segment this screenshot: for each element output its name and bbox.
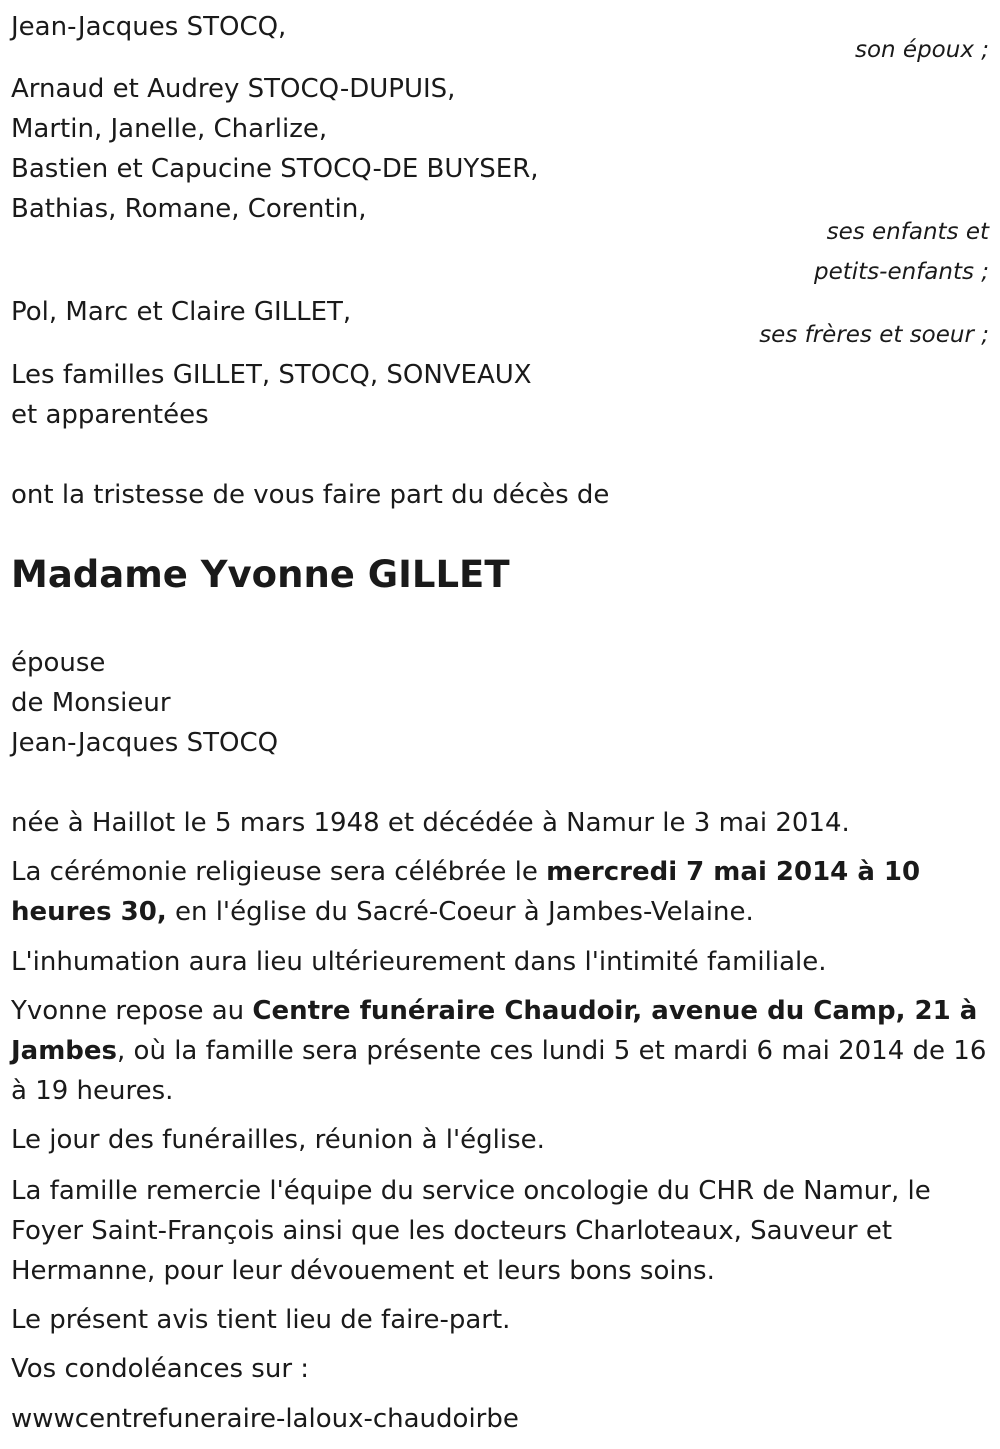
rest-line-1: Yvonne repose au Centre funéraire Chaudoir, avenue du Camp, 21 à [11,996,978,1026]
birth-death: née à Haillot le 5 mars 1948 et décédée à Namur le 3 mai 2014. [11,808,850,838]
announcement: ont la tristesse de vous faire part du décès de [11,480,610,510]
deceased-name: Madame Yvonne GILLET [11,553,510,596]
children-role-2: petits-enfants ; [813,259,989,285]
spouse-role: son époux ; [854,37,989,63]
children-line: Bastien et Capucine STOCQ-DE BUYSER, [11,154,539,184]
thanks-line-3: Hermanne, pour leur dévouement et leurs bons soins. [11,1256,715,1286]
marital-line-3: Jean-Jacques STOCQ [11,728,279,758]
burial: L'inhumation aura lieu ultérieurement dans l'intimité familiale. [11,947,827,977]
children-role-1: ses enfants et [826,219,989,245]
thanks-line-1: La famille remercie l'équipe du service oncologie du CHR de Namur, le [11,1176,931,1206]
children-line: Arnaud et Audrey STOCQ-DUPUIS, [11,74,456,104]
siblings-role: ses frères et soeur ; [759,322,989,348]
ceremony-line-1: La cérémonie religieuse sera célébrée le mercredi 7 mai 2014 à 10 [11,857,921,887]
spouse-name: Jean-Jacques STOCQ, [11,12,287,42]
condolences-label: Vos condoléances sur : [11,1354,310,1384]
notice: Le présent avis tient lieu de faire-part. [11,1305,511,1335]
rest-line-3: à 19 heures. [11,1076,174,1106]
condolences-url[interactable]: wwwcentrefuneraire-laloux-chaudoirbe [11,1404,519,1434]
children-line: Bathias, Romane, Corentin, [11,194,367,224]
families-line-1: Les familles GILLET, STOCQ, SONVEAUX [11,360,532,390]
siblings-name: Pol, Marc et Claire GILLET, [11,297,352,327]
meeting: Le jour des funérailles, réunion à l'église. [11,1125,545,1155]
children-line: Martin, Janelle, Charlize, [11,114,328,144]
families-line-2: et apparentées [11,400,209,430]
thanks-line-2: Foyer Saint-François ainsi que les docteurs Charloteaux, Sauveur et [11,1216,893,1246]
rest-line-2: Jambes, où la famille sera présente ces lundi 5 et mardi 6 mai 2014 de 16 [11,1036,987,1066]
ceremony-line-2: heures 30, en l'église du Sacré-Coeur à Jambes-Velaine. [11,897,754,927]
marital-line-2: de Monsieur [11,688,171,718]
marital-line-1: épouse [11,648,106,678]
